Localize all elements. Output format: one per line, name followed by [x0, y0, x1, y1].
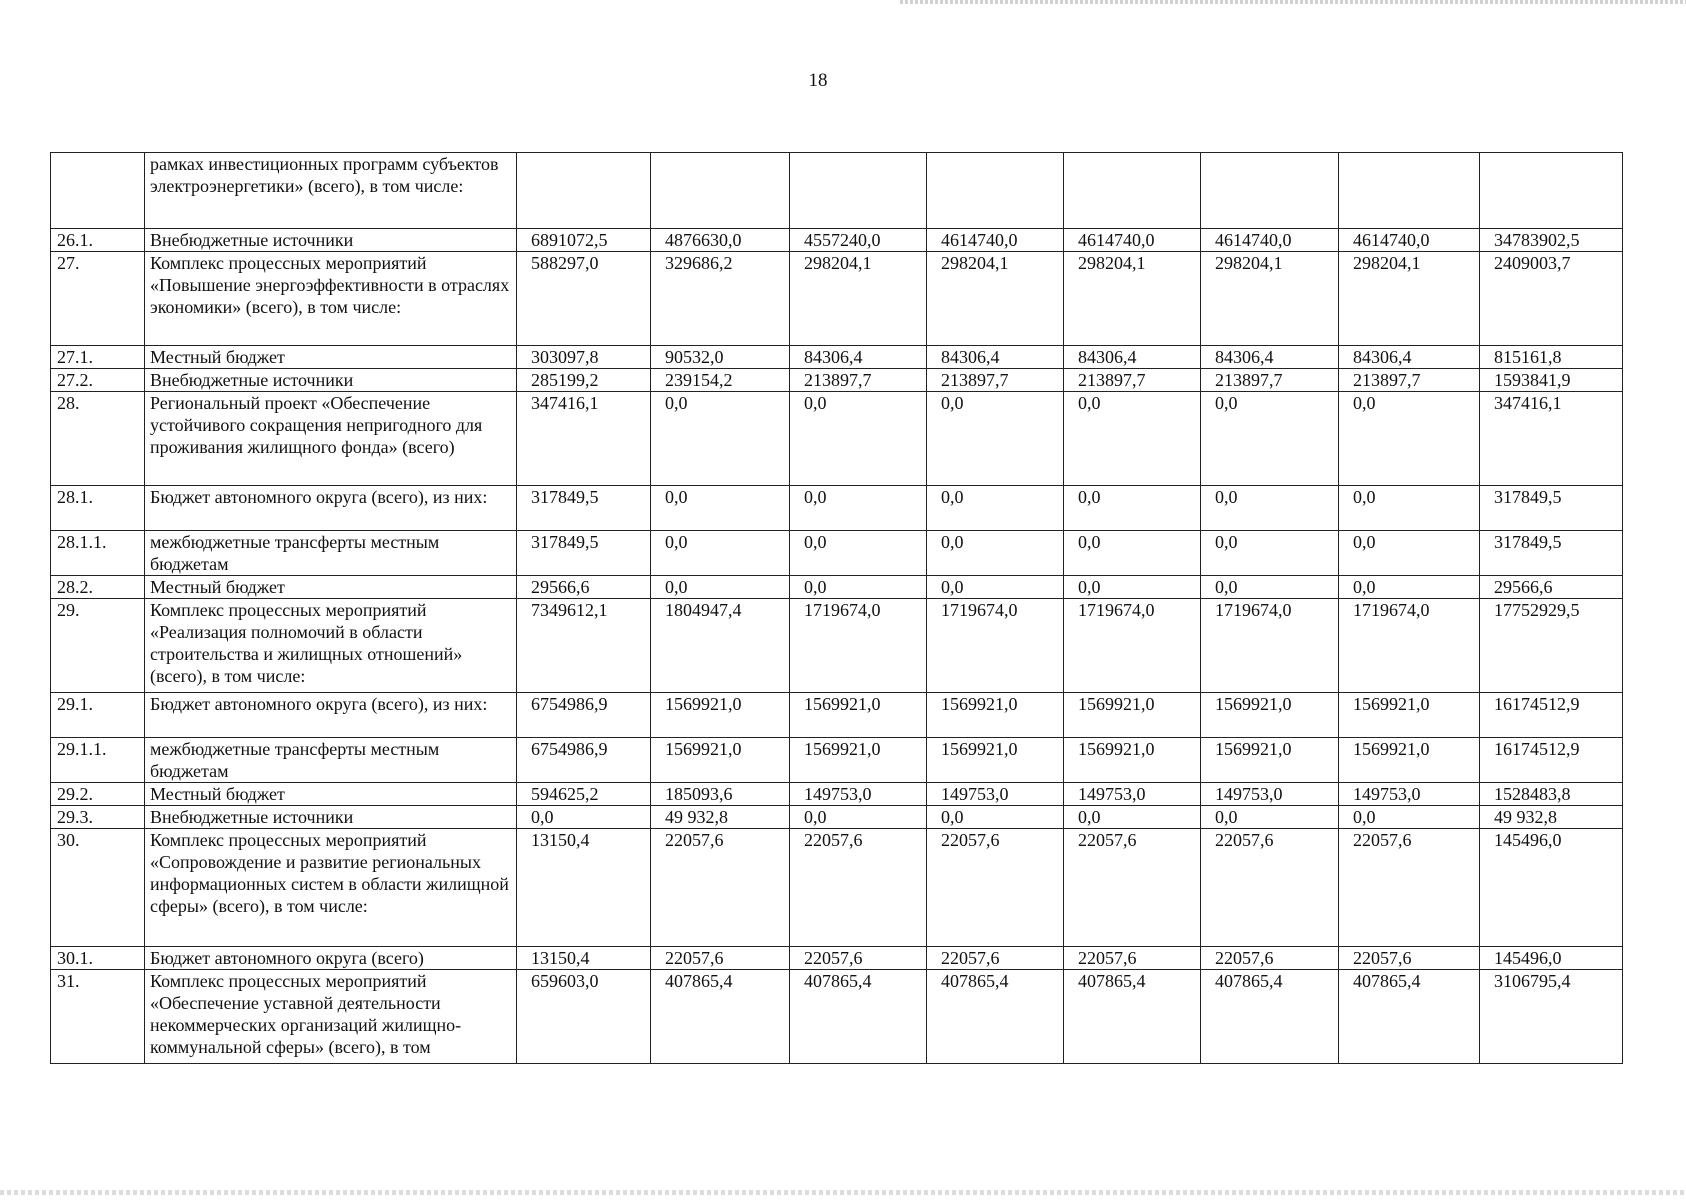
row-name-cell: Внебюджетные источники — [145, 369, 517, 392]
value-cell: 0,0 — [927, 531, 1064, 576]
row-number-cell: 29. — [51, 599, 145, 693]
value-cell: 149753,0 — [1339, 783, 1480, 806]
value-cell: 0,0 — [1064, 486, 1201, 531]
value-cell: 2409003,7 — [1480, 252, 1623, 346]
value-cell: 0,0 — [927, 576, 1064, 599]
table-row — [51, 576, 1623, 599]
table-row — [51, 229, 1623, 252]
row-name-cell: Бюджет автономного округа (всего), из них: — [145, 486, 517, 531]
value-cell: 145496,0 — [1480, 947, 1623, 970]
value-cell: 22057,6 — [651, 947, 790, 970]
value-cell: 285199,2 — [517, 369, 651, 392]
value-cell: 407865,4 — [927, 970, 1064, 1064]
value-cell: 594625,2 — [517, 783, 651, 806]
row-number-cell: 26.1. — [51, 229, 145, 252]
value-cell: 317849,5 — [517, 531, 651, 576]
row-name-cell: Комплекс процессных мероприятий «Повышение энергоэффективности в отраслях экономики» (всего), в том числе: — [145, 252, 517, 346]
row-number-cell: 29.1.1. — [51, 738, 145, 783]
scan-edge-bottom — [0, 1190, 1686, 1195]
page-number: 18 — [808, 70, 828, 91]
value-cell: 317849,5 — [1480, 531, 1623, 576]
table-row — [51, 153, 1623, 229]
value-cell — [1064, 153, 1201, 229]
table-row — [51, 252, 1623, 346]
value-cell: 0,0 — [927, 486, 1064, 531]
value-cell: 407865,4 — [1201, 970, 1339, 1064]
value-cell: 1719674,0 — [1339, 599, 1480, 693]
value-cell: 0,0 — [1064, 576, 1201, 599]
table-row — [51, 970, 1623, 1064]
table-row — [51, 738, 1623, 783]
table-row — [51, 806, 1623, 829]
value-cell: 1719674,0 — [927, 599, 1064, 693]
value-cell: 213897,7 — [927, 369, 1064, 392]
value-cell: 0,0 — [517, 806, 651, 829]
value-cell: 0,0 — [1201, 531, 1339, 576]
value-cell: 0,0 — [790, 531, 927, 576]
value-cell: 22057,6 — [1201, 947, 1339, 970]
row-number-cell: 27. — [51, 252, 145, 346]
value-cell: 0,0 — [1201, 486, 1339, 531]
row-name-cell: Комплекс процессных мероприятий «Сопровождение и развитие региональных информационных систем в области жилищной сферы» (всего), в том числе: — [145, 829, 517, 947]
value-cell: 4614740,0 — [927, 229, 1064, 252]
value-cell: 298204,1 — [927, 252, 1064, 346]
value-cell: 0,0 — [927, 392, 1064, 486]
table-row — [51, 829, 1623, 947]
value-cell: 7349612,1 — [517, 599, 651, 693]
row-number-cell: 31. — [51, 970, 145, 1064]
value-cell — [1339, 153, 1480, 229]
table-row — [51, 693, 1623, 738]
budget-table — [50, 152, 1623, 1064]
value-cell: 6891072,5 — [517, 229, 651, 252]
value-cell: 149753,0 — [1064, 783, 1201, 806]
value-cell: 1569921,0 — [927, 738, 1064, 783]
row-number-cell: 29.3. — [51, 806, 145, 829]
value-cell: 4557240,0 — [790, 229, 927, 252]
table-row — [51, 531, 1623, 576]
table-row — [51, 783, 1623, 806]
value-cell: 84306,4 — [790, 346, 927, 369]
row-name-cell: Внебюджетные источники — [145, 806, 517, 829]
value-cell: 84306,4 — [927, 346, 1064, 369]
value-cell: 1569921,0 — [1339, 693, 1480, 738]
value-cell: 1569921,0 — [1064, 738, 1201, 783]
value-cell: 22057,6 — [1339, 947, 1480, 970]
value-cell: 0,0 — [790, 486, 927, 531]
value-cell: 1804947,4 — [651, 599, 790, 693]
value-cell: 84306,4 — [1201, 346, 1339, 369]
value-cell: 0,0 — [1339, 392, 1480, 486]
value-cell: 0,0 — [790, 576, 927, 599]
value-cell: 407865,4 — [651, 970, 790, 1064]
value-cell: 407865,4 — [790, 970, 927, 1064]
value-cell — [927, 153, 1064, 229]
row-number-cell: 30. — [51, 829, 145, 947]
value-cell: 317849,5 — [517, 486, 651, 531]
value-cell: 0,0 — [1064, 531, 1201, 576]
row-name-cell: Местный бюджет — [145, 576, 517, 599]
value-cell: 347416,1 — [517, 392, 651, 486]
value-cell: 4614740,0 — [1201, 229, 1339, 252]
value-cell: 49 932,8 — [651, 806, 790, 829]
value-cell: 4876630,0 — [651, 229, 790, 252]
value-cell: 0,0 — [1339, 806, 1480, 829]
value-cell: 34783902,5 — [1480, 229, 1623, 252]
value-cell: 84306,4 — [1339, 346, 1480, 369]
value-cell: 298204,1 — [790, 252, 927, 346]
value-cell: 4614740,0 — [1064, 229, 1201, 252]
value-cell: 303097,8 — [517, 346, 651, 369]
row-name-cell: Местный бюджет — [145, 346, 517, 369]
value-cell: 22057,6 — [1201, 829, 1339, 947]
value-cell: 659603,0 — [517, 970, 651, 1064]
row-name-cell: Региональный проект «Обеспечение устойчивого сокращения непригодного для проживания жилищного фонда» (всего) — [145, 392, 517, 486]
value-cell: 29566,6 — [517, 576, 651, 599]
value-cell: 407865,4 — [1339, 970, 1480, 1064]
value-cell — [1480, 153, 1623, 229]
value-cell: 1569921,0 — [1064, 693, 1201, 738]
row-name-cell: Внебюджетные источники — [145, 229, 517, 252]
value-cell: 3106795,4 — [1480, 970, 1623, 1064]
value-cell: 0,0 — [651, 576, 790, 599]
value-cell: 815161,8 — [1480, 346, 1623, 369]
value-cell: 149753,0 — [790, 783, 927, 806]
value-cell — [1201, 153, 1339, 229]
value-cell: 22057,6 — [1339, 829, 1480, 947]
value-cell: 1719674,0 — [790, 599, 927, 693]
value-cell: 0,0 — [790, 392, 927, 486]
value-cell: 213897,7 — [1064, 369, 1201, 392]
value-cell: 1719674,0 — [1064, 599, 1201, 693]
value-cell: 16174512,9 — [1480, 738, 1623, 783]
value-cell: 0,0 — [1339, 531, 1480, 576]
value-cell: 0,0 — [1064, 392, 1201, 486]
value-cell: 13150,4 — [517, 947, 651, 970]
value-cell: 1569921,0 — [651, 738, 790, 783]
value-cell: 84306,4 — [1064, 346, 1201, 369]
value-cell: 13150,4 — [517, 829, 651, 947]
table-row — [51, 947, 1623, 970]
value-cell: 1569921,0 — [1339, 738, 1480, 783]
value-cell: 1569921,0 — [1201, 693, 1339, 738]
row-number-cell: 28.1. — [51, 486, 145, 531]
row-number-cell: 28. — [51, 392, 145, 486]
value-cell: 213897,7 — [1339, 369, 1480, 392]
row-name-cell: Комплекс процессных мероприятий «Реализация полномочий в области строительства и жилищных отношений» (всего), в том числе: — [145, 599, 517, 693]
value-cell: 329686,2 — [651, 252, 790, 346]
value-cell: 6754986,9 — [517, 738, 651, 783]
value-cell: 239154,2 — [651, 369, 790, 392]
value-cell: 407865,4 — [1064, 970, 1201, 1064]
value-cell: 6754986,9 — [517, 693, 651, 738]
row-number-cell: 30.1. — [51, 947, 145, 970]
row-name-cell: Бюджет автономного округа (всего), из них: — [145, 693, 517, 738]
value-cell: 1569921,0 — [790, 738, 927, 783]
row-number-cell — [51, 153, 145, 229]
value-cell: 22057,6 — [651, 829, 790, 947]
value-cell: 22057,6 — [927, 829, 1064, 947]
table-row — [51, 599, 1623, 693]
table-row — [51, 369, 1623, 392]
value-cell: 22057,6 — [1064, 829, 1201, 947]
row-number-cell: 27.2. — [51, 369, 145, 392]
value-cell: 0,0 — [1201, 576, 1339, 599]
row-number-cell: 29.2. — [51, 783, 145, 806]
value-cell: 145496,0 — [1480, 829, 1623, 947]
scan-edge-top — [900, 0, 1686, 4]
value-cell: 0,0 — [927, 806, 1064, 829]
value-cell: 0,0 — [790, 806, 927, 829]
value-cell: 49 932,8 — [1480, 806, 1623, 829]
value-cell: 4614740,0 — [1339, 229, 1480, 252]
row-name-cell: Комплекс процессных мероприятий «Обеспечение уставной деятельности некоммерческих организаций жилищно-коммунальной сферы» (всего), в том — [145, 970, 517, 1064]
value-cell: 347416,1 — [1480, 392, 1623, 486]
table-row — [51, 486, 1623, 531]
value-cell: 0,0 — [1201, 392, 1339, 486]
value-cell — [651, 153, 790, 229]
value-cell: 22057,6 — [1064, 947, 1201, 970]
value-cell: 1569921,0 — [927, 693, 1064, 738]
budget-table-body — [51, 153, 1623, 1064]
value-cell: 0,0 — [1064, 806, 1201, 829]
row-number-cell: 27.1. — [51, 346, 145, 369]
value-cell: 29566,6 — [1480, 576, 1623, 599]
value-cell: 149753,0 — [1201, 783, 1339, 806]
table-row — [51, 346, 1623, 369]
value-cell: 298204,1 — [1339, 252, 1480, 346]
value-cell: 0,0 — [651, 531, 790, 576]
value-cell: 0,0 — [651, 486, 790, 531]
value-cell: 22057,6 — [790, 829, 927, 947]
value-cell: 1593841,9 — [1480, 369, 1623, 392]
value-cell: 213897,7 — [790, 369, 927, 392]
value-cell: 298204,1 — [1064, 252, 1201, 346]
value-cell: 317849,5 — [1480, 486, 1623, 531]
value-cell: 213897,7 — [1201, 369, 1339, 392]
value-cell: 0,0 — [651, 392, 790, 486]
value-cell: 1569921,0 — [790, 693, 927, 738]
value-cell: 17752929,5 — [1480, 599, 1623, 693]
value-cell: 22057,6 — [790, 947, 927, 970]
value-cell: 1569921,0 — [651, 693, 790, 738]
value-cell — [517, 153, 651, 229]
row-name-cell: рамках инвестиционных программ субъектов электроэнергетики» (всего), в том числе: — [145, 153, 517, 229]
row-number-cell: 28.2. — [51, 576, 145, 599]
value-cell: 1528483,8 — [1480, 783, 1623, 806]
value-cell: 90532,0 — [651, 346, 790, 369]
value-cell: 1719674,0 — [1201, 599, 1339, 693]
value-cell: 0,0 — [1339, 576, 1480, 599]
row-name-cell: межбюджетные трансферты местным бюджетам — [145, 531, 517, 576]
value-cell: 0,0 — [1201, 806, 1339, 829]
row-name-cell: межбюджетные трансферты местным бюджетам — [145, 738, 517, 783]
row-name-cell: Бюджет автономного округа (всего) — [145, 947, 517, 970]
value-cell: 22057,6 — [927, 947, 1064, 970]
row-name-cell: Местный бюджет — [145, 783, 517, 806]
value-cell — [790, 153, 927, 229]
value-cell: 298204,1 — [1201, 252, 1339, 346]
row-number-cell: 28.1.1. — [51, 531, 145, 576]
table-row — [51, 392, 1623, 486]
row-number-cell: 29.1. — [51, 693, 145, 738]
value-cell: 149753,0 — [927, 783, 1064, 806]
value-cell: 0,0 — [1339, 486, 1480, 531]
value-cell: 185093,6 — [651, 783, 790, 806]
value-cell: 588297,0 — [517, 252, 651, 346]
value-cell: 1569921,0 — [1201, 738, 1339, 783]
value-cell: 16174512,9 — [1480, 693, 1623, 738]
